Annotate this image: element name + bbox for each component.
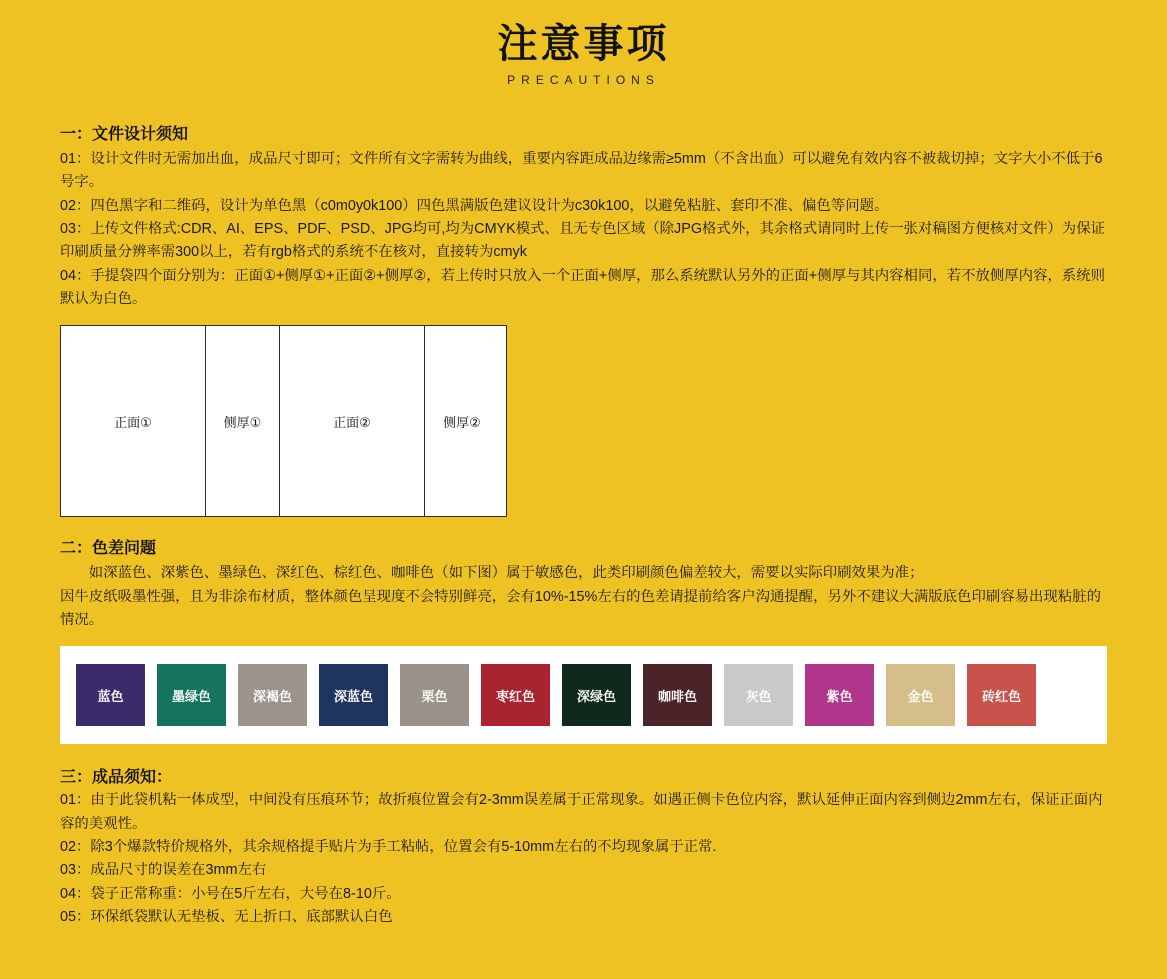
color-swatch [967,664,1036,726]
color-swatch [481,664,550,726]
section1-title: 一：文件设计须知 [60,126,189,143]
swatch-label: 深褐色 [252,688,292,704]
swatch-label: 蓝色 [97,688,124,704]
color-swatch [238,664,307,726]
swatch-label: 深绿色 [576,688,616,704]
swatch-label: 枣红色 [495,688,535,704]
section3-line-4: 04：袋子正常称重：小号在5斤左右，大号在8-10斤。 [60,885,401,902]
swatch-label: 墨绿色 [171,688,211,704]
swatch-label: 深蓝色 [333,688,373,704]
bag-panel-front-2 [280,326,425,516]
bag-panel-label: 侧厚① [223,414,262,430]
color-swatch [400,664,469,726]
swatch-label: 金色 [907,688,934,704]
section3-line-3: 03：成品尺寸的误差在3mm左右 [60,862,267,879]
bag-panel-side-2 [425,326,499,516]
swatch-label: 灰色 [745,688,772,704]
bag-panel-front-1 [61,326,206,516]
page-subtitle: PRECAUTIONS [507,73,660,87]
bag-panel-side-1 [206,326,280,516]
swatch-label: 栗色 [421,688,448,704]
section1-line-3: 03：上传文件格式:CDR、AI、EPS、PDF、PSD、JPG均可,均为CMYK模式、且无专色区域（除JPG格式外，其余格式请同时上传一张对稿图方便核对文件）为保证印刷质量分辨率需300以上，若有rgb格式的系统不在核对，直接转为cmyk [60,220,1105,261]
section-finished-product [60,764,1107,929]
page-header [0,0,1167,87]
swatch-label: 咖啡色 [657,688,697,704]
bag-panel-label: 侧厚② [443,414,481,430]
section2-line-2: 因牛皮纸吸墨性强，且为非涂布材质，整体颜色呈现度不会特别鲜亮，会有10%-15%左右的色差请提前给客户沟通提醒，另外不建议大满版底色印刷容易出现粘脏的情况。 [60,588,1101,628]
section1-line-4: 04：手提袋四个面分别为：正面①+侧厚①+正面②+侧厚②，若上传时只放入一个正面+侧厚，那么系统默认另外的正面+侧厚与其内容相同，若不放侧厚内容，系统则默认为白色。 [60,267,1106,307]
color-swatch [76,664,145,726]
section-color-difference [60,535,1107,632]
swatch-label: 紫色 [826,688,853,704]
section3-line-2: 02：除3个爆款特价规格外，其余规格提手贴片为手工粘帖，位置会有5-10mm左右的不均现象属于正常. [60,838,717,855]
color-swatch [805,664,874,726]
color-swatch [724,664,793,726]
section-file-design [60,121,1107,311]
section1-line-1: 01：设计文件时无需加出血，成品尺寸即可；文件所有文字需转为曲线，重要内容距成品边缘需≥5mm（不含出血）可以避免有效内容不被裁切掉；文字大小不低于6号字。 [60,151,1103,191]
section3-line-1: 01：由于此袋机粘一体成型，中间没有压痕环节；故折痕位置会有2-3mm误差属于正常现象。如遇正侧卡色位内容，默认延伸正面内容到侧边2mm左右，保证正面内容的美观性。 [60,792,1103,832]
bag-layout-diagram [60,325,507,517]
bag-panel-label: 正面① [114,414,152,430]
content-area [0,121,1167,929]
page-title: 注意事项 [497,22,670,66]
color-swatch [562,664,631,726]
color-swatch [319,664,388,726]
color-swatch [643,664,712,726]
section2-title: 二：色差问题 [60,540,157,558]
section3-line-5: 05：环保纸袋默认无垫板、无上折口、底部默认白色 [60,908,393,925]
color-swatch-strip [60,646,1107,744]
section3-title: 三：成品须知： [60,769,173,787]
bag-panel-label: 正面② [333,414,371,430]
color-swatch [886,664,955,726]
section2-line-1: 如深蓝色、深紫色、墨绿色、深红色、棕红色、咖啡色（如下图）属于敏感色，此类印刷颜色偏差较大，需要以实际印刷效果为准； [88,565,924,582]
swatch-label: 砖红色 [981,688,1021,704]
color-swatch [157,664,226,726]
section1-line-2: 02：四色黑字和二维码，设计为单色黑（c0m0y0k100）四色黑满版色建议设计为c30k100，以避免粘脏、套印不准、偏色等问题。 [60,197,889,214]
